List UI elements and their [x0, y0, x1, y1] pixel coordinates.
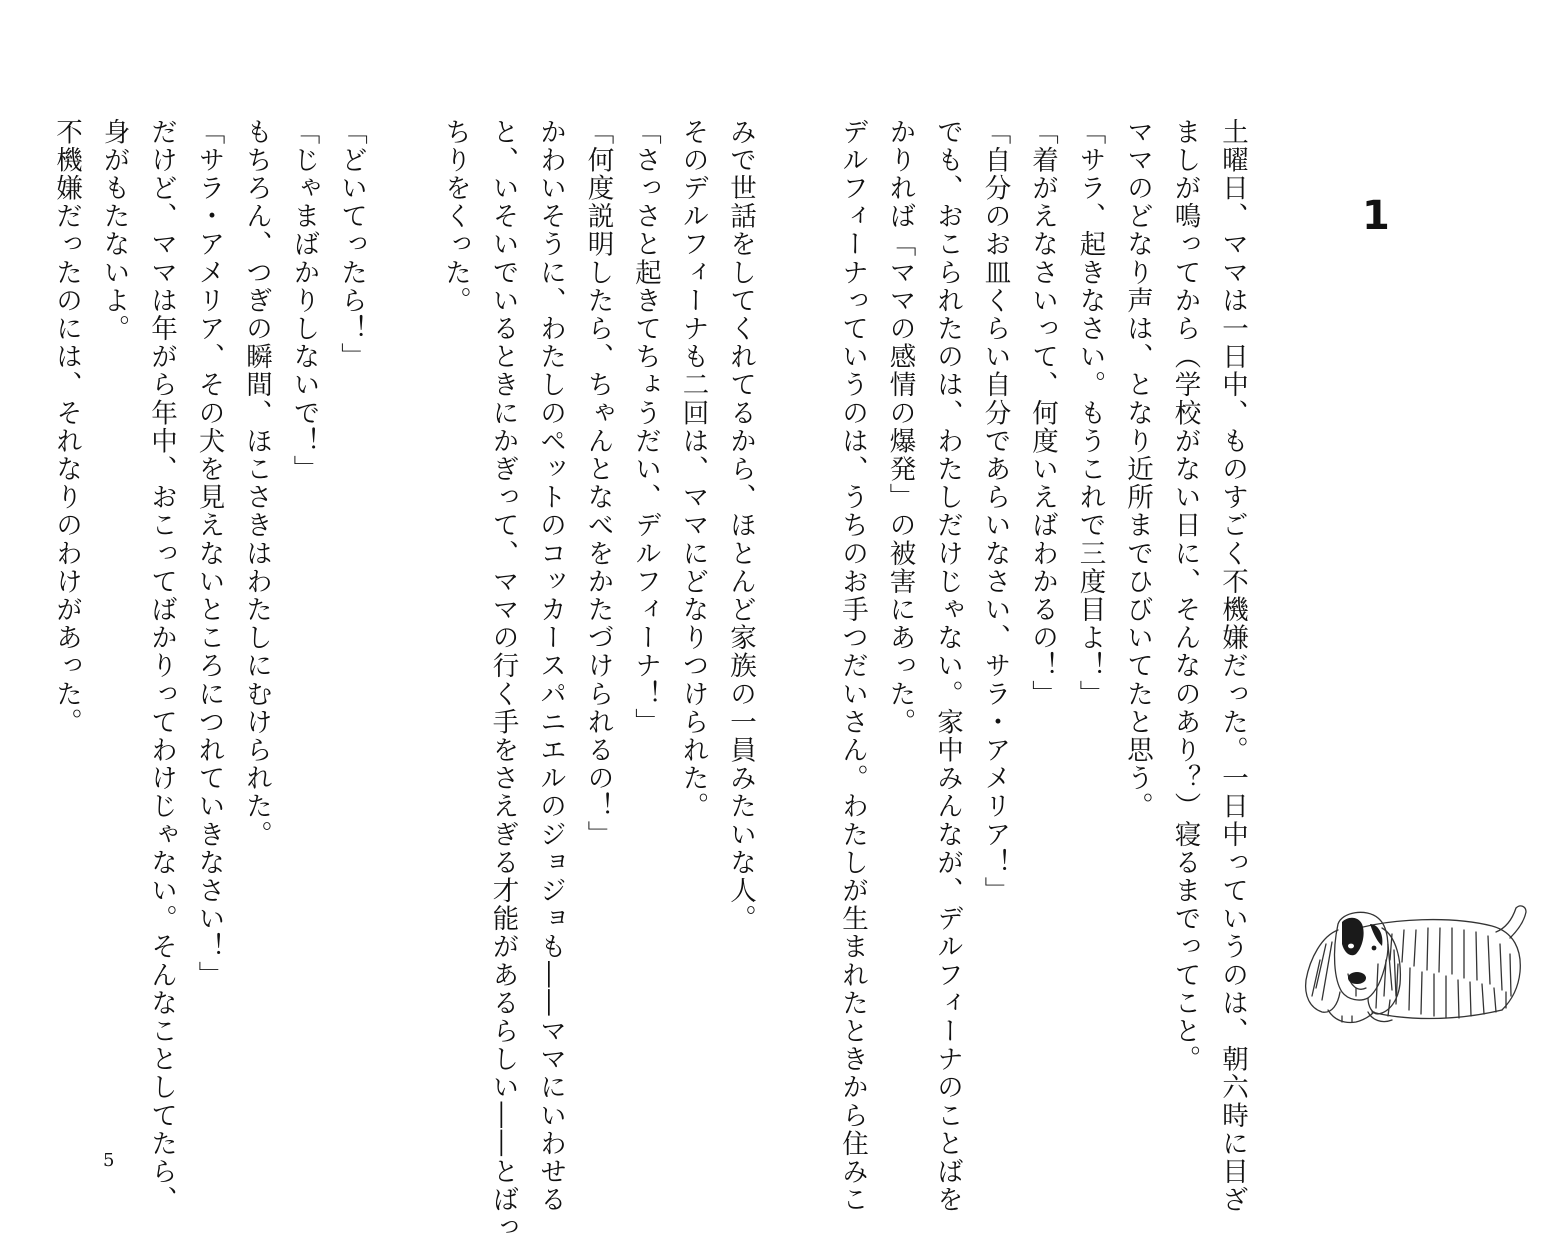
text-line: 「さっさと起きてちょうだい、デルフィーナ！」: [630, 118, 661, 737]
text-line: ママのどなり声は、となり近所までひびいてたと思う。: [1122, 118, 1153, 821]
chapter-number: 1: [1362, 193, 1390, 239]
text-line: ちりをくった。: [440, 118, 471, 315]
text-line: 「自分のお皿くらい自分であらいなさい、サラ・アメリア！」: [979, 118, 1011, 905]
text-line: 「着がえなさいって、何度いえばわかるの！」: [1027, 118, 1058, 709]
page-number: 5: [103, 1150, 115, 1171]
text-block-2: [412, 118, 764, 1242]
text-line: 「サラ、起きなさい。もうこれで三度目よ！」: [1074, 118, 1106, 709]
text-line: と、いそいでいるときにかぎって、ママの行く手をさえぎる才能があるらしい――とばっ: [487, 118, 519, 1242]
text-line: そのデルフィーナも二回は、ママにどなりつけられた。: [677, 118, 709, 821]
text-block-1: [832, 118, 1256, 1214]
text-line: だけど、ママは年がら年中、おこってばかりってわけじゃない。そんなことしてたら、: [146, 118, 177, 1214]
text-line: 不機嫌だったのには、それなりのわけがあった。: [51, 118, 82, 737]
text-line: かわいそうに、わたしのペットのコッカースパニエルのジョジョも――ママにいわせる: [535, 118, 566, 1214]
cocker-spaniel-illustration: [1282, 900, 1552, 1035]
text-line: もちろん、つぎの瞬間、ほこさきはわたしにむけられた。: [241, 118, 272, 849]
text-line: 身がもたないよ。: [98, 118, 130, 343]
text-line: 「何度説明したら、ちゃんとなべをかたづけられるの！」: [582, 118, 614, 849]
text-line: 「じゃまばかりしないで！」: [288, 118, 320, 484]
text-line: でも、おこられたのは、わたしだけじゃない。家中みんなが、デルフィーナのことばを: [932, 118, 963, 1214]
text-line: ましが鳴ってから（学校がない日に、そんなのあり？）寝るまでってこと。: [1169, 118, 1201, 1074]
text-line: デルフィーナっていうのは、うちのお手つだいさん。わたしが生まれたときから住みこ: [837, 118, 868, 1214]
text-line: 土曜日、ママは一日中、ものすごく不機嫌だった。一日中っていうのは、朝六時に目ざ: [1217, 118, 1248, 1214]
text-block-3: [51, 118, 375, 1214]
text-line: みで世話をしてくれてるから、ほとんど家族の一員みたいな人。: [725, 118, 756, 933]
text-line: 「サラ・アメリア、その犬を見えないところにつれていきなさい！」: [193, 118, 225, 990]
text-line: かりれば「ママの感情の爆発」の被害にあった。: [884, 118, 916, 737]
text-line: 「どいてったら！」: [336, 118, 367, 371]
